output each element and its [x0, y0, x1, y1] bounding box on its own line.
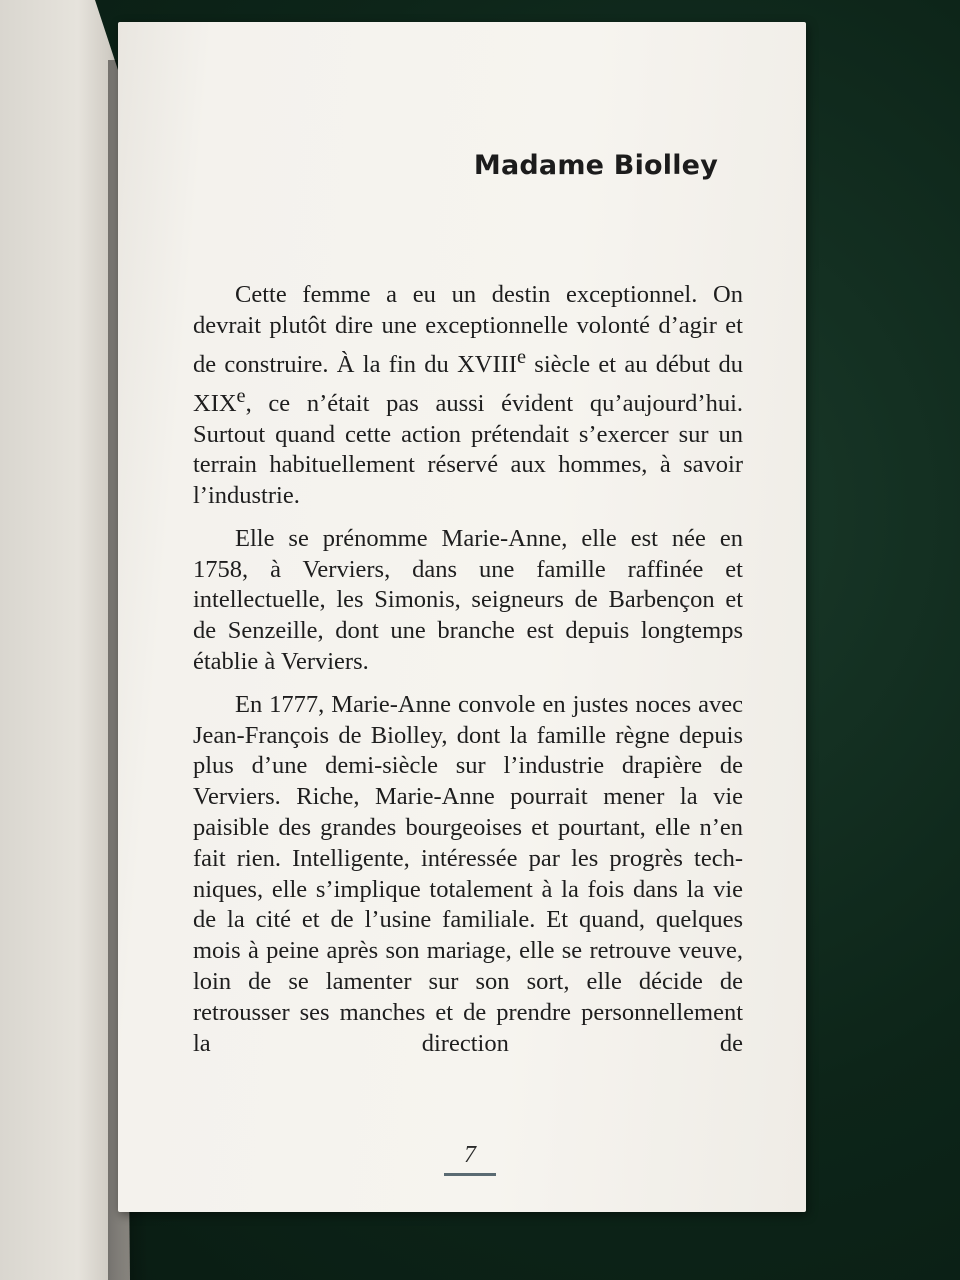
century-superscript: e	[236, 384, 246, 407]
body-text	[193, 280, 743, 1071]
paragraph-1-part-a: Cette femme a eu un destin exceptionnel. On devrait plutôt dire une exceptionnelle volonté d’agir et de construire. À la fin du XVIII	[193, 281, 743, 378]
paragraph-1-part-b: siècle et au début du XIX	[193, 350, 744, 417]
book-page	[118, 22, 806, 1212]
page-number: 7	[444, 1142, 496, 1176]
paragraph-3: En 1777, Marie-Anne convole en justes noces avec Jean-François de Biolley, dont la famille règne depuis plus d’une demi-siècle sur l’industrie drapière de Verviers. Riche, Marie-Anne pourrait mener la vie paisible des grandes bourgeoises et pourtant, elle n’en fait rien. Intelligente, intéressée par les progrès techniques, elle s’implique totalement à la fois dans la vie de la cité et de l’usine familiale. Et quand, quelques mois à peine après son mariage, elle se retrouve veuve, loin de se lamenter sur son sort, elle décide de retrousser ses manches et de prendre personnellement la direction de	[193, 690, 743, 1057]
paragraph-1	[193, 280, 743, 512]
century-superscript: e	[516, 345, 527, 368]
chapter-title: Madame Biolley	[473, 150, 718, 181]
paragraph-2: Elle se prénomme Marie-Anne, elle est née en 1758, à Verviers, dans une famille raffinée et intellectuelle, les Simonis, seigneurs de Barbençon et de Senzeille, dont une branche est depuis longtemps établie à Verviers.	[193, 524, 743, 676]
paragraph-1-part-c: , ce n’était pas aussi évident qu’aujourd’hui. Surtout quand cette action prétendait s’exercer sur un terrain habituellement réservé aux hommes, à savoir l’industrie.	[193, 389, 743, 510]
